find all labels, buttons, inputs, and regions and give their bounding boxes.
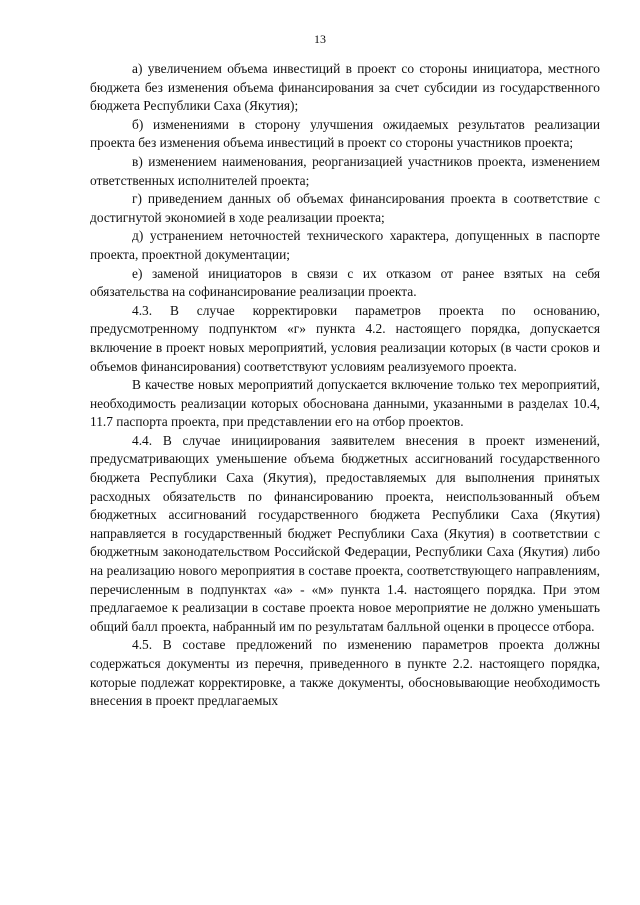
paragraph-subitem-g: г) приведением данных об объемах финансирования проекта в соответствие с достигнутой экономией в ходе реализации проекта; [90,191,600,225]
paragraph-subitem-a: а) увеличением объема инвестиций в проект со стороны инициатора, местного бюджета без изменения объема финансирования за счет субсидии из государственного бюджета Республики Саха (Якутия); [90,61,600,114]
document-body [90,60,600,711]
paragraph-4-5: 4.5. В составе предложений по изменению параметров проекта должны содержаться документы из перечня, приведенного в пункте 2.2. настоящего порядка, которые подлежат корректировке, а также документы, обосновывающие необходимость внесения в проект предлагаемых [90,637,600,709]
paragraph-subitem-b: б) изменениями в сторону улучшения ожидаемых результатов реализации проекта без изменения объема инвестиций в проект со стороны участников проекта; [90,116,600,151]
page-number: 13 [314,32,326,46]
paragraph-new-measures: В качестве новых мероприятий допускается включение только тех мероприятий, необходимость реализации которых обоснована данными, указанными в разделах 10.4, 11.7 паспорта проекта, при представлении его на отбор проектов. [90,377,600,430]
paragraph-subitem-d: д) устранением неточностей технического характера, допущенных в паспорте проекта, проектной документации; [90,228,600,262]
paragraph-subitem-e: е) заменой инициаторов в связи с их отказом от ранее взятых на себя обязательства на софинансирование реализации проекта. [90,265,600,300]
paragraph-4-3: 4.3. В случае корректировки параметров проекта по основанию, предусмотренному подпунктом «г» пункта 4.2. настоящего порядка, допускается включение в проект новых мероприятий, условия реализации которых (в части сроков и объемов финансирования) соответствуют условиям реализуемого проекта. [90,302,600,374]
paragraph-subitem-v: в) изменением наименования, реорганизацией участников проекта, изменением ответственных исполнителей проекта; [90,153,600,188]
paragraph-4-4: 4.4. В случае инициирования заявителем внесения в проект изменений, предусматривающих уменьшение объема бюджетных ассигнований государственного бюджета Республики Саха (Якутия), предоставляемых для выполнения принятых расходных обязательств по финансированию проекта, неиспользованный объем бюджетных ассигнований государственного бюджета Республики Саха (Якутия) направляется в государственный бюджет Республики Саха (Якутия) в соответствии с бюджетным законодательством Российской Федерации, Республики Саха (Якутия) либо на реализацию нового мероприятия в составе проекта, соответствующего направлениям, перечисленным в подпунктах «а» - «м» пункта 1.4. настоящего порядка. При этом предлагаемое к реализации в составе проекта новое мероприятие не должно уменьшать общий балл проекта, набранный им по результатам балльной оценки в процессе отбора. [90,432,600,634]
